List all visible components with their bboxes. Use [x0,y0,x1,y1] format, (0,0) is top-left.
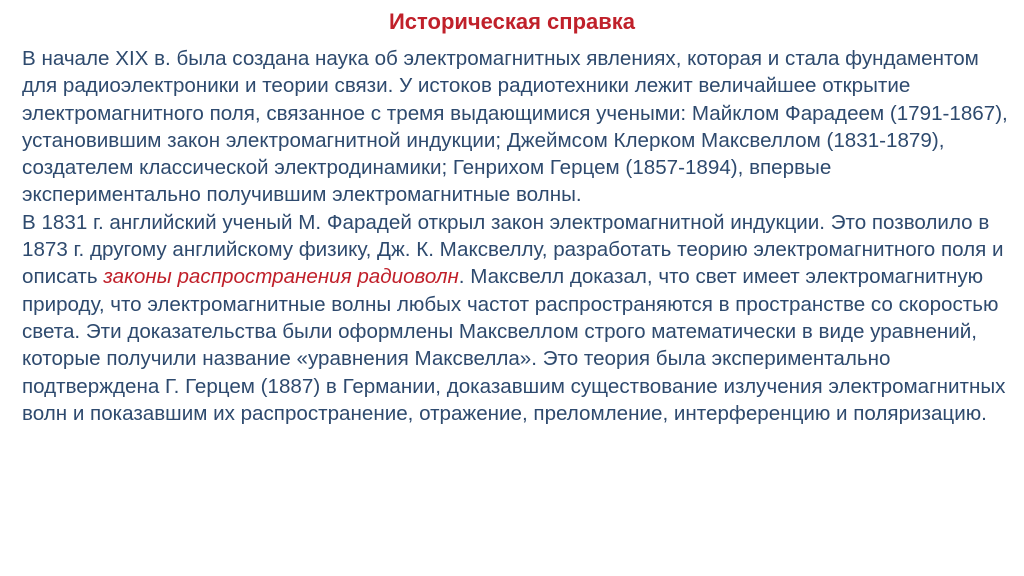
paragraph-2 [22,209,1012,427]
paragraph-2-end: . Максвелл доказал, что свет имеет электромагнитную природу, что электромагнитные волны любых частот распространяются в пространстве со скоростью света. Эти доказательства были оформлены Максвеллом строго математически в виде уравнений, которые получили название «уравнения Максвелла». Это теория была экспериментально подтверждена Г. Герцем (1887) в Германии, доказавшим существование излучения электромагнитных волн и показавшим их распространение, отражение, преломление, интерференцию и поляризацию. [22,265,1006,425]
body-text [22,45,1012,427]
paragraph-2-start: В 1831 г. английский ученый М. Фарадей открыл закон электромагнитной индукции. Это позволило в 1873 г. другому английскому физику, Дж. К. Максвеллу, разработать теорию электромагнитного поля и описать [22,210,1004,289]
paragraph-1: В начале XIX в. была создана наука об электромагнитных явлениях, которая и стала фундаментом для радиоэлектроники и теории связи. У истоков радиотехники лежит величайшее открытие электромагнитного поля, связанное с тремя выдающимися учеными: Майклом Фарадеем (1791-1867), установившим закон электромагнитной индукции; Джеймсом Клерком Максвеллом (1831-1879), создателем классической электродинамики; Генрихом Герцем (1857-1894), впервые экспериментально получившим электромагнитные волны. [22,47,1008,207]
highlighted-phrase: законы распространения радиоволн [103,265,459,289]
slide-title: Историческая справка [388,9,636,34]
